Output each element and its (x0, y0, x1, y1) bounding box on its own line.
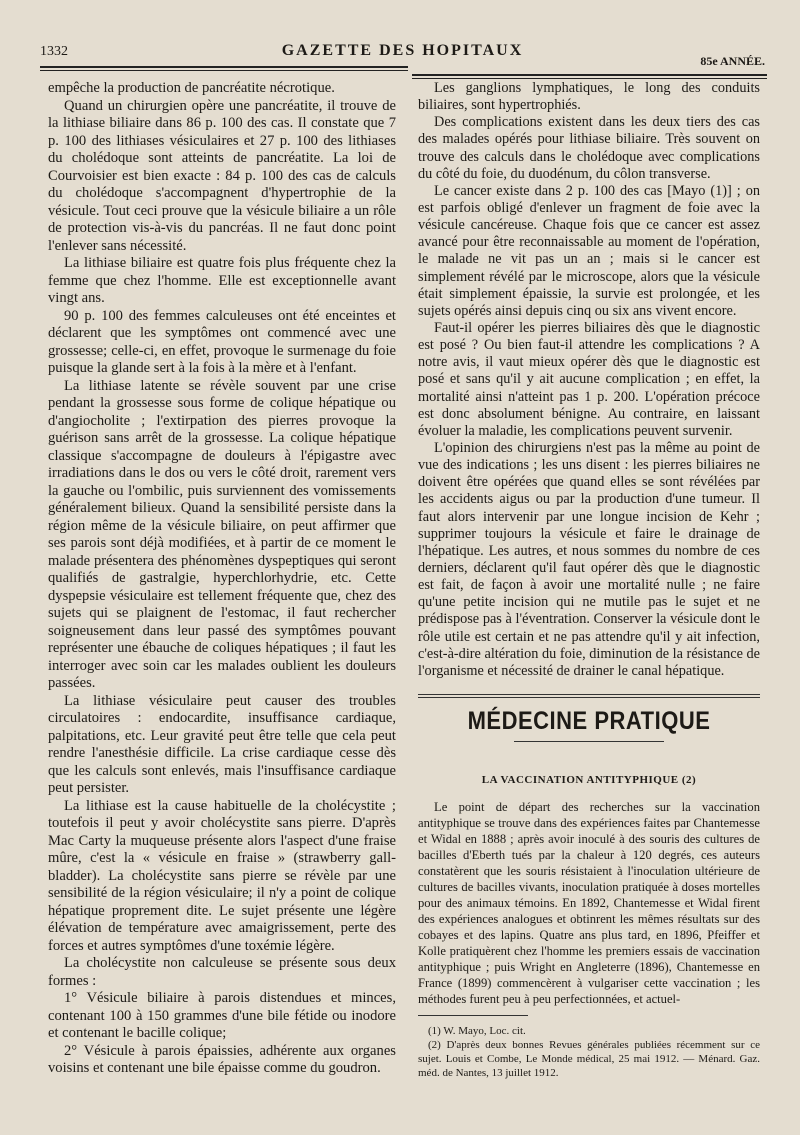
page-number: 1332 (40, 44, 68, 59)
paragraph: 2° Vésicule à parois épaissies, adhérente aux organes voisins et contenant une bile épaisse comme du goudron. (48, 1042, 396, 1076)
paragraph: La lithiase vésiculaire peut causer des troubles circulatoires : endocardite, insuffisance cardiaque, palpitations, etc. Leur gravité peut être telle que cela peut rendre l'anesthésie difficile. La crise cardiaque cesse dès que les calculs sont enlevés, mais l'insuffisance cardiaque peut persister. (48, 692, 396, 796)
article-body: Le point de départ des recherches sur la vaccination antityphique se trouve dans des expériences faites par Chantemesse et Widal en 1888 ; après avoir inoculé à des souris des cultures de bacilles d'Eberth tués par la chaleur à 120 degrés, ces auteurs constatèrent que les souris résistaient à l'inoculation ultérieure de cultures de bacilles vivants, inoculation pratiquée à doses mortelles pour des animaux témoins. En 1892, Chantemesse et Widal firent des expériences analogues et obtinrent les mêmes résultats sur des cobayes et des lapins. Quatre ans plus tard, en 1896, Pfeiffer et Kolle pratiquèrent chez l'homme les premiers essais de vaccination antityphique ; puis Wright en Angleterre (1896), Chantemesse en France (1899) commencèrent à vulgariser cette vaccination ; les méthodes furent peu à peu perfectionnées, et actuel- (418, 800, 760, 1007)
header-rule-right-thin (412, 78, 767, 79)
paragraph: Le cancer existe dans 2 p. 100 des cas [Mayo (1)] ; on est parfois obligé d'enlever un fragment de foie avec la vésicule cancéreuse. Chaque fois que ce cancer est assez avancé pour être reconnaissable au moment de l'opération, le malade ne vit pas un an ; mais si le cancer est simplement révélé par le microscope, alors que la vésicule était simplement épaissie, la survie est prolongée, et les sujets opérés ainsi depuis cinq ou six ans vivent encore. (418, 182, 760, 319)
section-divider (418, 694, 760, 698)
right-column (418, 80, 760, 1080)
footnotes (418, 1024, 760, 1080)
section-title: MÉDECINE PRATIQUE (467, 706, 711, 735)
paragraph: 1° Vésicule biliaire à parois distendues et minces, contenant 100 à 150 grammes d'une bile fétide ou inodore et contenant le bacille colique; (48, 990, 396, 1041)
paragraph: Faut-il opérer les pierres biliaires dès que le diagnostic est posé ? Ou bien faut-il attendre les complications ? A notre avis, il vaut mieux opérer dès que le diagnostic est posé et sans qu'il y ait aucune complication ; en effet, la mortalité ainsi n'atteint pas 1 p. 200. L'opération précoce est donc absolument bénigne. Au contraire, en laissant évoluer la maladie, les complications peuvent survenir. (418, 319, 760, 439)
paragraph: L'opinion des chirurgiens n'est pas la même au point de vue des indications ; les uns disent : les pierres biliaires ne doivent être opérées que quand elles se sont révélées par les accidents aigus ou par la production d'une tumeur. Il faut alors intervenir par une longue incision de Kehr ; supprimer toujours la vésicule et faire le drainage de l'hépatique. Les autres, et nous sommes du nombre de ces derniers, déclarent qu'il faut opérer dès que le diagnostic est fait, de façon à avoir une mortalité nulle ; ne faire qu'une petite incision qui ne mutile pas le sujet et ne prédispose pas à l'éventration. Conserver la vésicule dont le rôle utile est certain et ne pas attendre qu'il y ait infection, c'est-à-dire altération du foie, diminution de la résistance de l'organisme et nécessité de drainer le canal hépatique. (418, 439, 760, 679)
paragraph: La lithiase est la cause habituelle de la cholécystite ; toutefois il peut y avoir cholécystite sans pierre. D'après Mac Carty la muqueuse présente alors l'aspect d'une fraise mûre, c'est la « vésicule en fraise » (strawberry gall-bladder). La cholécystite sans pierre se révèle par une sensibilité de la région vésiculaire; il n'y a point de colique hépatique proprement dite. Le sujet présente une légère élévation de température avec amaigrissement, perte des forces et autres symptômes d'une toxémie légère. (48, 797, 396, 954)
header-rule-right (412, 74, 767, 76)
title-underline (514, 741, 664, 742)
paragraph: Quand un chirurgien opère une pancréatite, il trouve de la lithiase biliaire dans 86 p. 100 des cas. Il constate que 7 p. 100 des lithiases vésiculaires et 27 p. 100 des lithiases du cholédoque sont atteints de pancréatite. La loi de Courvoisier est bien exacte : 84 p. 100 des cas de calculs du cholédoque s'accompagnent d'hypertrophie de la vésicule. Tout ceci prouve que la vésicule biliaire a un rôle de protection vis-à-vis du pancréas. Il ne faut donc point l'enlever sans nécessité. (48, 97, 396, 254)
paragraph: Des complications existent dans les deux tiers des cas des malades opérés pour lithiase biliaire. Très souvent on trouve des calculs dans le cholédoque avec complications du côté du foie, du duodénum, du côlon transverse. (418, 114, 760, 182)
footnote-rule (418, 1015, 528, 1016)
paragraph: empêche la production de pancréatite nécrotique. (48, 80, 335, 96)
paragraph: La lithiase latente se révèle souvent par une crise pendant la grossesse sous forme de colique hépatique ou d'angiocholite ; l'extirpation des pierres provoque la guérison sans arrêt de la grossesse. La colique hépatique classique s'accompagne de douleurs à l'épigastre avec irradiations dans le dos ou vers le côté droit, rarement vers la gauche ou l'ombilic, puis surviennent des vomissements généralement bilieux. Quand la sensibilité persiste dans la région même de la vésicule biliaire, on peut affirmer que ses parois sont déjà modifiées, et à partir de ce moment le malade présentera des phénomènes dyspeptiques qui seront qualifiés de gastralgie, hyperchlorhydrie, etc. Cette dyspepsie vésiculaire est tellement fréquente que, chez des sujets qui se plaignent de l'estomac, il faut rechercher soigneusement dans leur passé des symptômes pouvant représenter une ébauche de coliques hépatiques ; il faut les interroger avec soin car les malades oublient les douleurs passées. (48, 377, 396, 691)
footnote: (1) W. Mayo, Loc. cit. (428, 1025, 526, 1038)
journal-title: GAZETTE DES HOPITAUX (281, 42, 524, 59)
header-rule-left-thin (40, 70, 408, 71)
volume-year: 85e ANNÉE. (700, 54, 765, 68)
paragraph: La lithiase biliaire est quatre fois plus fréquente chez la femme que chez l'homme. Elle est exceptionnelle avant vingt ans. (48, 255, 396, 306)
paragraph: 90 p. 100 des femmes calculeuses ont été enceintes et déclarent que les symptômes ont commencé avec une grossesse; celle-ci, en effet, provoque le surmenage du foie puisque la glande sert à la fois à la mère et à l'enfant. (48, 307, 396, 376)
paragraph: La cholécystite non calculeuse se présente sous deux formes : (48, 955, 396, 989)
article-subtitle: LA VACCINATION ANTITYPHIQUE (2) (481, 774, 697, 787)
header-rule-left (40, 66, 408, 68)
left-column (48, 80, 396, 1078)
paragraph: Les ganglions lymphatiques, le long des conduits biliaires, sont hypertrophiés. (418, 80, 760, 114)
footnote: (2) D'après deux bonnes Revues générales publiées récemment sur ce sujet. Louis et Combe, Le Monde médical, 25 mai 1912. — Ménard. Gaz. méd. de Nantes, 13 juillet 1912. (418, 1039, 760, 1080)
